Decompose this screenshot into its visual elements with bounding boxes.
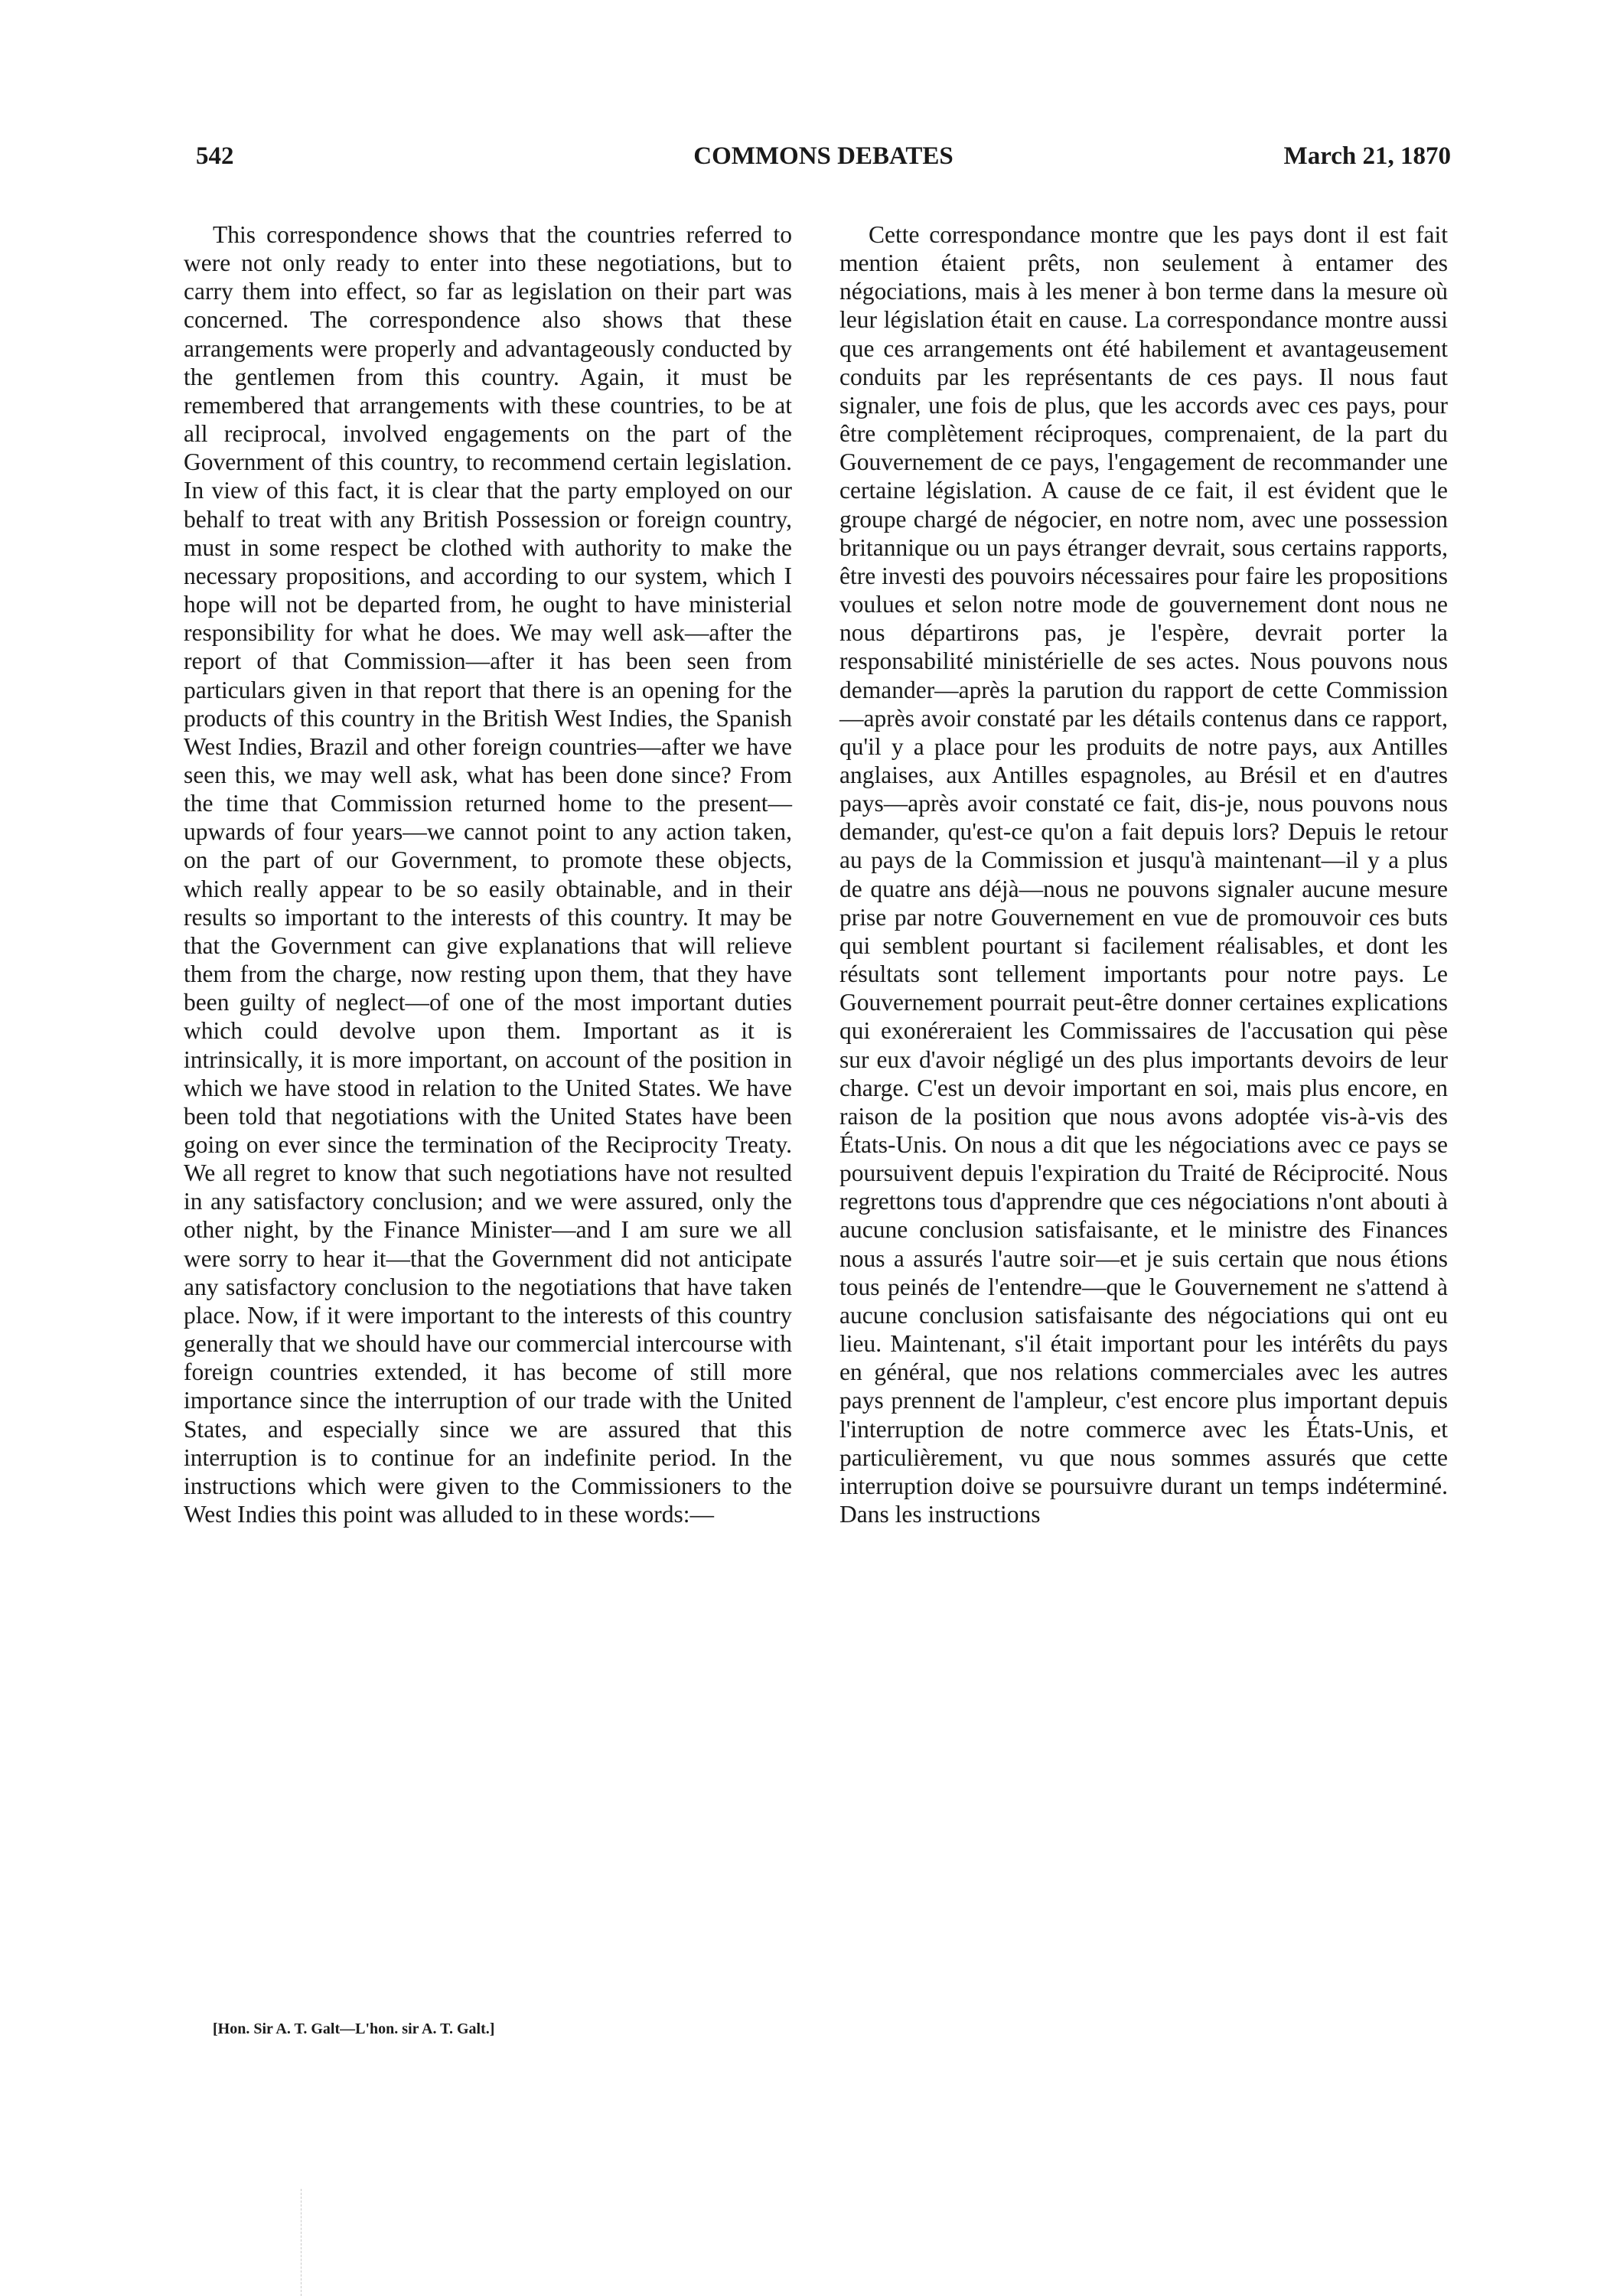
english-paragraph: This correspondence shows that the countries referred to were not only ready to enter into these negotiations, but to carry them into effect, so far as legislation on their part was concerned. The correspondence also shows that these arrangements were properly and advantageously conducted by the gentlemen from this country. Again, it must be remembered that arrangements with these countries, to be at all reciprocal, involved engagements on the part of the Government of this country, to recommend certain legislation. In view of this fact, it is clear that the party employed on our behalf to treat with any British Possession or foreign country, must in some respect be clothed with authority to make the necessary propositions, and according to our system, which I hope will not be departed from, he ought to have ministerial responsibility for what he does. We may well ask—after the report of that Commission—after it has been seen from particulars given in that report that there is an opening for the products of this country in the British West Indies, the Spanish West Indies, Brazil and other foreign countries—after we have seen this, we may well ask, what has been done since? From the time that Commission returned home to the present—upwards of four years—we cannot point to any action taken, on the part of our Government, to promote these objects, which really appear to be so easily obtainable, and in their results so important to the interests of this country. It may be that the Government can give explanations that will relieve them from the charge, now resting upon them, that they have been guilty of neglect—of one of the most important duties which could devolve upon them. Important as it is intrinsically, it is more important, on account of the position in which we have stood in relation to the United States. We have been told that negotiations with the United States have been going on ever since the termination of the Reciprocity Treaty. We all regret to know that such negotiations have not resulted in any satisfactory conclusion; and we were assured, only the other night, by the Finance Minister—and I am sure we all were sorry to hear it—that the Government did not anticipate any satisfactory conclusion to the negotiations that have taken place. Now, if it were important to the interests of this country generally that we should have our commercial intercourse with foreign countries extended, it has become of still more importance since the interruption of our trade with the United States, and especially since we are assured that this interruption is to continue for an indefinite period. In the instructions which were given to the Commissioners to the West Indies this point was alluded to in these words:— [184,221,792,1528]
french-column [839,220,1448,1528]
publication-title: COMMONS DEBATES [693,142,953,170]
page-date: March 21, 1870 [1283,142,1451,170]
french-paragraph: Cette correspondance montre que les pays dont il est fait mention étaient prêts, non seulement à entamer des négociations, mais à les mener à bon terme dans la mesure où leur législation était en cause. La correspondance montre aussi que ces arrangements ont été habilement et avantageusement conduits par les représentants de ces pays. Il nous faut signaler, une fois de plus, que les accords avec ces pays, pour être complètement réciproques, comprenaient, de la part du Gouvernement de ce pays, l'engagement de recommander une certaine législation. A cause de ce fait, il est évident que le groupe chargé de négocier, en notre nom, avec une possession britannique ou un pays étranger devrait, sous certains rapports, être investi des pouvoirs nécessaires pour faire les propositions voulues et selon notre mode de gouvernement dont nous ne nous départirons pas, je l'espère, devrait porter la responsabilité ministérielle de ses actes. Nous pouvons nous demander—après la parution du rapport de cette Commission—après avoir constaté par les détails contenus dans ce rapport, qu'il y a place pour les produits de notre pays, aux Antilles anglaises, aux Antilles espagnoles, au Brésil et en d'autres pays—après avoir constaté ce fait, dis-je, nous pouvons nous demander, qu'est-ce qu'on a fait depuis lors? Depuis le retour au pays de la Commission et jusqu'à maintenant—il y a plus de quatre ans déjà—nous ne pouvons signaler aucune mesure prise par notre Gouvernement en vue de promouvoir ces buts qui semblent pourtant si facilement réalisables, et dont les résultats sont tellement importants pour notre pays. Le Gouvernement pourrait peut-être donner certaines explications qui exonéreraient les Commissaires de l'accusation qui pèse sur eux d'avoir négligé un des plus importants devoirs de leur charge. C'est un devoir important en soi, mais plus encore, en raison de la position que nous avons adoptée vis-à-vis des États-Unis. On nous a dit que les négociations avec ce pays se poursuivent depuis l'expiration du Traité de Réciprocité. Nous regrettons tous d'apprendre que ces négociations n'ont abouti à aucune conclusion satisfaisante, et le ministre des Finances nous a assurés l'autre soir—et je suis certain que nous étions tous peinés de l'entendre—que le Gouvernement ne s'attend à aucune conclusion satisfaisante des négociations qui ont eu lieu. Maintenant, s'il était important pour les intérêts du pays en général, que nos relations commerciales avec les autres pays prennent de l'ampleur, c'est encore plus important depuis l'interruption de notre commerce avec les États-Unis, et particulièrement, vu que nous sommes assurés que cette interruption doive se poursuivre durant un temps indéterminé. Dans les instructions [839,221,1448,1528]
english-column [184,220,792,1528]
margin-mark [301,2189,302,2296]
speaker-footnote: [Hon. Sir A. T. Galt—L'hon. sir A. T. Galt.] [213,2020,495,2037]
page-header [196,142,1451,181]
page-number: 542 [196,142,234,170]
